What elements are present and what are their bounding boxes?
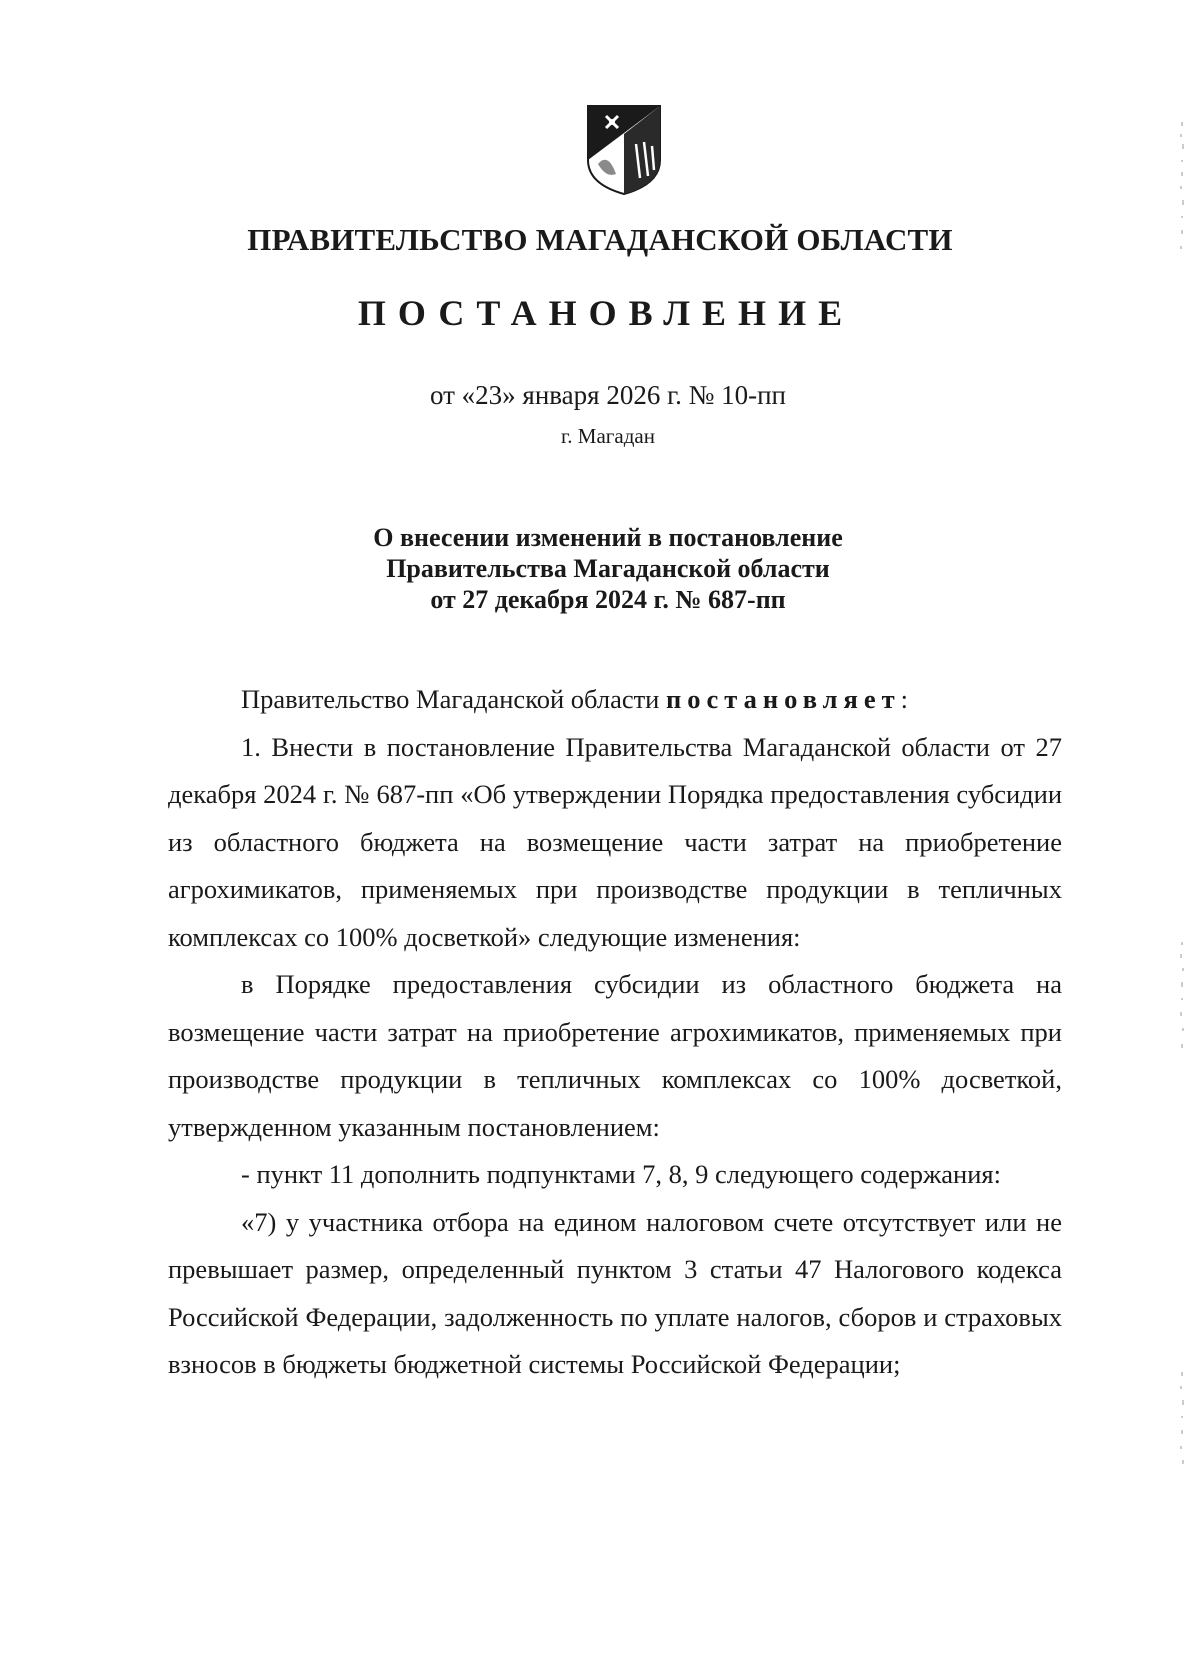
document-body (168, 676, 1062, 1389)
scan-edge-marks (1178, 1370, 1186, 1470)
paragraph-1: 1. Внести в постановление Правительства Магаданской области от 27 декабря 2024 г. № 687-пп «Об утверждении Порядка предоставления субсидии из областного бюджета на возмещение части затрат на приобретение агрохимикатов, применяемых при производстве продукции в тепличных комплексах со 100% досветкой» следующие изменения: (168, 731, 1062, 952)
subject-line: О внесении изменений в постановление (373, 523, 843, 552)
intro-colon: : (900, 684, 909, 714)
city: г. Магадан (561, 424, 655, 448)
document-subject (0, 522, 1200, 615)
decree-keyword: постановляет (665, 684, 901, 714)
government-title: ПРАВИТЕЛЬСТВО МАГАДАНСКОЙ ОБЛАСТИ (247, 222, 953, 257)
date-and-number: от «23» января 2026 г. № 10-пп (429, 380, 787, 410)
paragraph-2: в Порядке предоставления субсидии из областного бюджета на возмещение части затрат на приобретение агрохимикатов, применяемых при производстве продукции в тепличных комплексах со 100% досветкой, утвержденном указанным постановлением: (168, 969, 1062, 1142)
subject-line: Правительства Магаданской области (386, 554, 830, 583)
coat-of-arms-icon (586, 104, 662, 196)
intro-paragraph (168, 676, 1062, 724)
paragraph-3: - пункт 11 дополнить подпунктами 7, 8, 9 следующего содержания: (241, 1159, 1001, 1189)
scan-edge-marks (1178, 940, 1186, 1060)
paragraph-4: «7) у участника отбора на едином налоговом счете отсутствует или не превышает размер, определенный пунктом 3 статьи 47 Налогового кодекса Российской Федерации, задолженность по уплате налогов, сборов и страховых взносов в бюджеты бюджетной системы Российской Федерации; (168, 1206, 1062, 1379)
document-type: ПОСТАНОВЛЕНИЕ (357, 293, 855, 333)
intro-text: Правительство Магаданской области (241, 684, 666, 714)
scan-edge-marks (1178, 120, 1186, 260)
subject-line: от 27 декабря 2024 г. № 687-пп (430, 585, 786, 614)
